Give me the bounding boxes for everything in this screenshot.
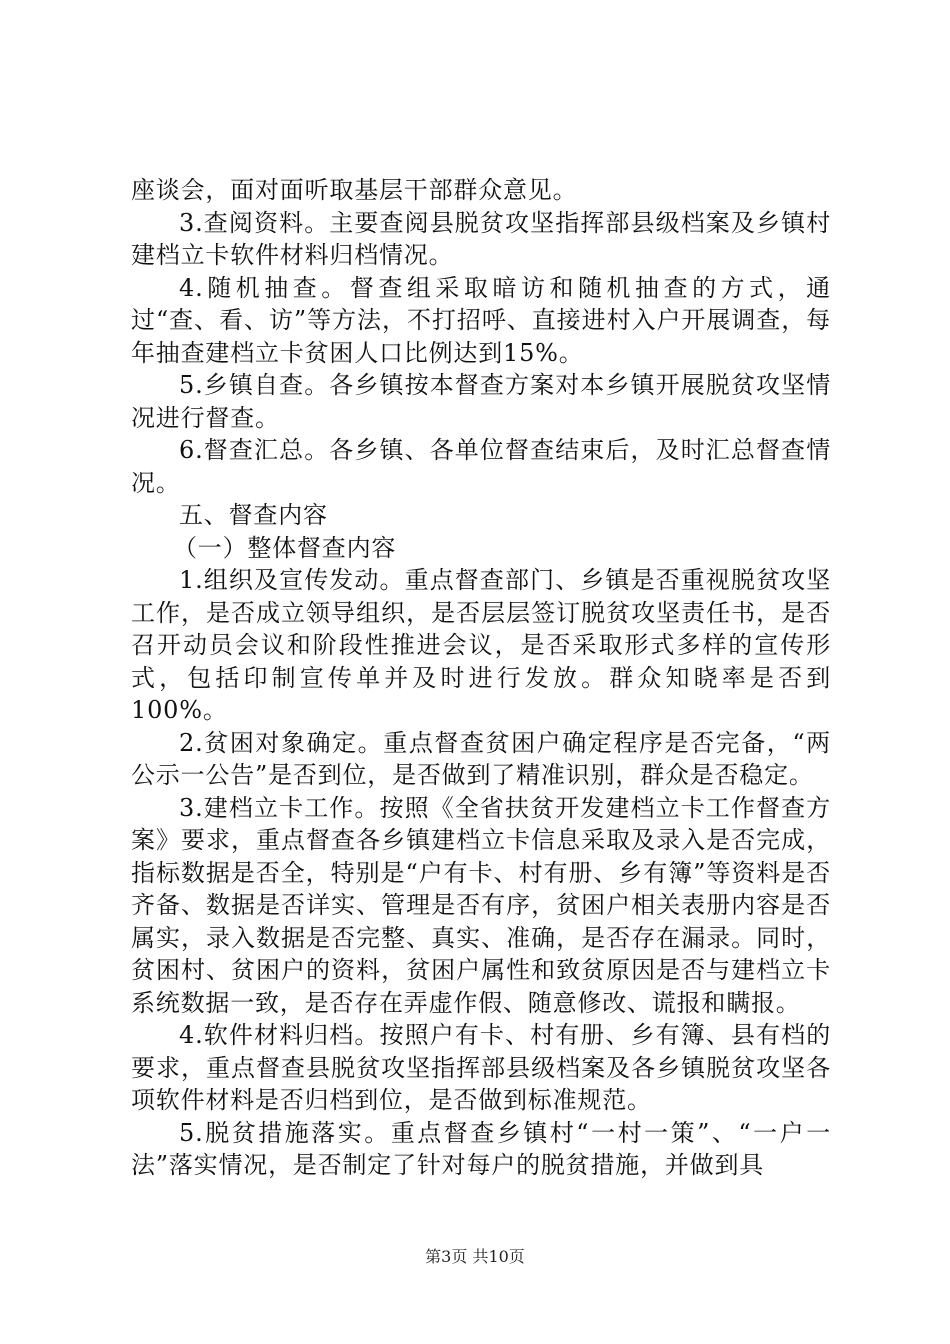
paragraph: 1.组织及宣传发动。重点督查部门、乡镇是否重视脱贫攻坚工作，是否成立领导组织，是否层层签订脱贫攻坚责任书，是否召开动员会议和阶段性推进会议，是否采取形式多样的宣传形式，包括印制宣传单并及时进行发放。群众知晓率是否到100%。 xyxy=(131,566,831,724)
paragraph: 3.查阅资料。主要查阅县脱贫攻坚指挥部县级档案及乡镇村建档立卡软件材料归档情况。 xyxy=(131,208,831,269)
paragraph: 座谈会，面对面听取基层干部群众意见。 xyxy=(131,176,578,204)
paragraph: 6.督查汇总。各乡镇、各单位督查结束后，及时汇总督查情况。 xyxy=(131,436,831,497)
document-body xyxy=(131,174,831,1182)
subsection-heading: （一）整体督查内容 xyxy=(173,533,397,562)
page-number-footer: 第3页 共10页 xyxy=(425,1247,525,1266)
paragraph: 4.软件材料归档。按照户有卡、村有册、乡有簿、县有档的要求，重点督查县脱贫攻坚指挥部县级档案及各乡镇脱贫攻坚各项软件材料是否归档到位，是否做到标准规范。 xyxy=(131,1021,831,1114)
paragraph: 2.贫困对象确定。重点督查贫困户确定程序是否完备，“两公示一公告”是否到位，是否做到了精准识别，群众是否稳定。 xyxy=(131,728,831,789)
section-heading: 五、督查内容 xyxy=(179,501,328,529)
paragraph: 5.脱贫措施落实。重点督查乡镇村“一村一策”、“一户一法”落实情况，是否制定了针对每户的脱贫措施，并做到具 xyxy=(131,1118,831,1179)
paragraph: 3.建档立卡工作。按照《全省扶贫开发建档立卡工作督查方案》要求，重点督查各乡镇建档立卡信息采取及录入是否完成，指标数据是否全，特别是“户有卡、村有册、乡有簿”等资料是否齐备、数据是否详实、管理是否有序，贫困户相关表册内容是否属实，录入数据是否完整、真实、准确，是否存在漏录。同时，贫困村、贫困户的资料，贫困户属性和致贫原因是否与建档立卡系统数据一致，是否存在弄虚作假、随意修改、谎报和瞒报。 xyxy=(131,793,831,1017)
paragraph: 4.随机抽查。督查组采取暗访和随机抽查的方式，通过“查、看、访”等方法，不打招呼、直接进村入户开展调查，每年抽查建档立卡贫困人口比例达到15%。 xyxy=(131,273,831,367)
paragraph: 5.乡镇自查。各乡镇按本督查方案对本乡镇开展脱贫攻坚情况进行督查。 xyxy=(131,371,831,432)
